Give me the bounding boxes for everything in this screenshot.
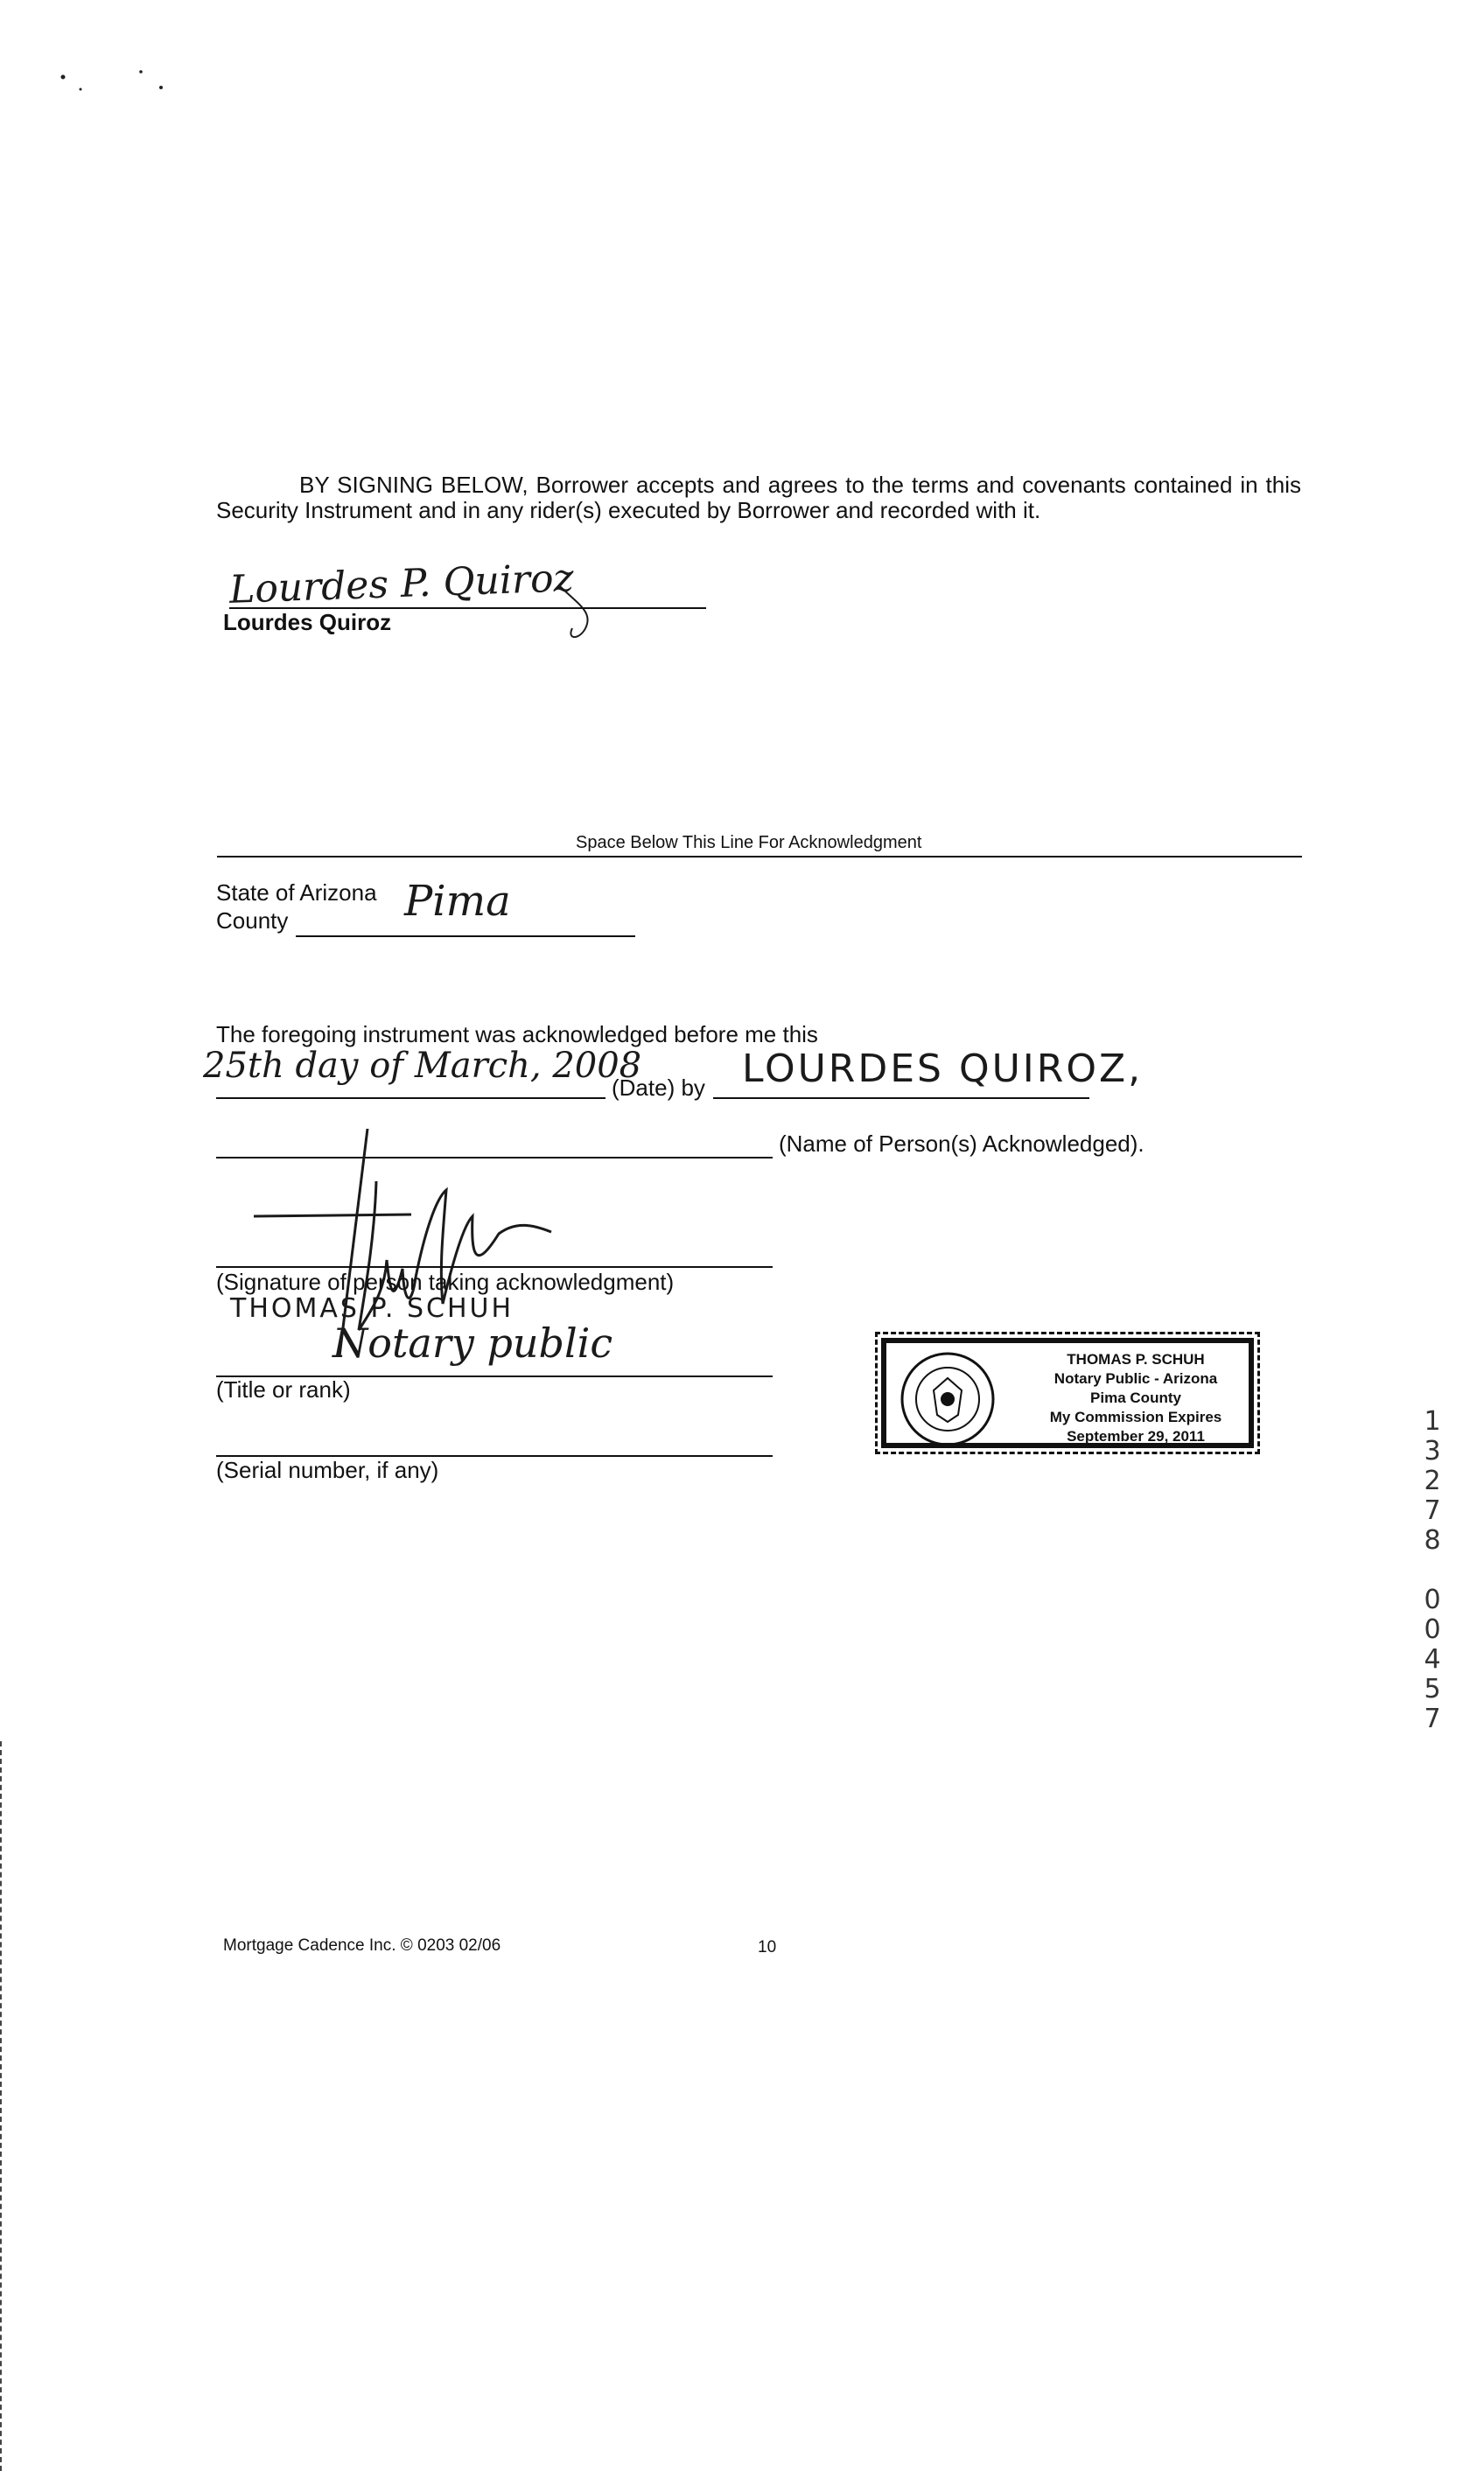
stamp-digit: 0 bbox=[1424, 1614, 1441, 1645]
stamp-digit: 7 bbox=[1424, 1704, 1441, 1734]
seal-line1: Notary Public - Arizona bbox=[1054, 1370, 1218, 1387]
county-value: Pima bbox=[404, 877, 511, 926]
seal-text bbox=[1018, 1350, 1254, 1446]
scan-specks bbox=[58, 68, 172, 94]
state-seal-icon bbox=[899, 1350, 997, 1448]
name-persons-label: (Name of Person(s) Acknowledged). bbox=[779, 1130, 1144, 1157]
acknowledgment-separator bbox=[217, 856, 1302, 858]
seal-line3: My Commission Expires bbox=[1049, 1409, 1222, 1425]
county-label: County bbox=[216, 907, 289, 934]
signature-flourish-icon bbox=[551, 578, 604, 648]
margin-stamp bbox=[1419, 1407, 1446, 1734]
borrower-name: Lourdes Quiroz bbox=[223, 609, 392, 635]
state-label: State of Arizona bbox=[216, 879, 377, 906]
acknowledgment-separator-label: Space Below This Line For Acknowledgment bbox=[576, 833, 922, 852]
acknowledged-by-line bbox=[713, 1097, 1089, 1099]
speck-marks-icon bbox=[58, 68, 172, 94]
notary-seal bbox=[875, 1332, 1260, 1454]
notary-signature-label: (Signature of person taking acknowledgment) bbox=[216, 1269, 675, 1295]
stamp-digit: 7 bbox=[1424, 1495, 1441, 1526]
stamp-digit: 0 bbox=[1424, 1585, 1441, 1615]
title-label: (Title or rank) bbox=[216, 1376, 351, 1403]
borrower-signature: Lourdes P. Quiroz bbox=[228, 556, 575, 612]
date-label: (Date) by bbox=[612, 1074, 705, 1101]
date-value: 25th day of March, 2008 bbox=[203, 1046, 642, 1086]
stamp-digit: 1 bbox=[1424, 1406, 1441, 1437]
seal-line2: Pima County bbox=[1090, 1390, 1181, 1406]
footer-copyright: Mortgage Cadence Inc. © 0203 02/06 bbox=[223, 1936, 501, 1955]
seal-line4: September 29, 2011 bbox=[1067, 1428, 1205, 1445]
stamp-digit: 4 bbox=[1424, 1644, 1441, 1675]
notary-signature-line bbox=[216, 1266, 773, 1268]
acknowledgment-statement: The foregoing instrument was acknowledged before me this bbox=[216, 1021, 818, 1047]
stamp-gap bbox=[1419, 1556, 1446, 1586]
stamp-digit: 8 bbox=[1424, 1525, 1441, 1556]
stamp-digit: 2 bbox=[1424, 1466, 1441, 1496]
date-line bbox=[216, 1097, 606, 1099]
stamp-digit: 5 bbox=[1424, 1674, 1441, 1704]
intro-text: Borrower accepts and agrees to the terms and covenants contained in this Security Instrument and in any rider(s) executed by Borrower and recorded with it. bbox=[216, 472, 1301, 523]
seal-name: THOMAS P. SCHUH bbox=[1067, 1351, 1205, 1368]
intro-paragraph bbox=[216, 472, 1301, 523]
county-line bbox=[296, 935, 635, 937]
notary-printed-name: THOMAS P. SCHUH bbox=[230, 1293, 514, 1324]
scan-edge bbox=[0, 1741, 4, 2471]
serial-label: (Serial number, if any) bbox=[216, 1457, 439, 1483]
title-value: Notary public bbox=[332, 1320, 613, 1367]
stamp-digit: 3 bbox=[1424, 1436, 1441, 1466]
intro-lead: BY SIGNING BELOW, bbox=[299, 472, 528, 498]
footer-page-number: 10 bbox=[758, 1938, 777, 1956]
acknowledged-by-value: LOURDES QUIROZ, bbox=[742, 1046, 1144, 1091]
